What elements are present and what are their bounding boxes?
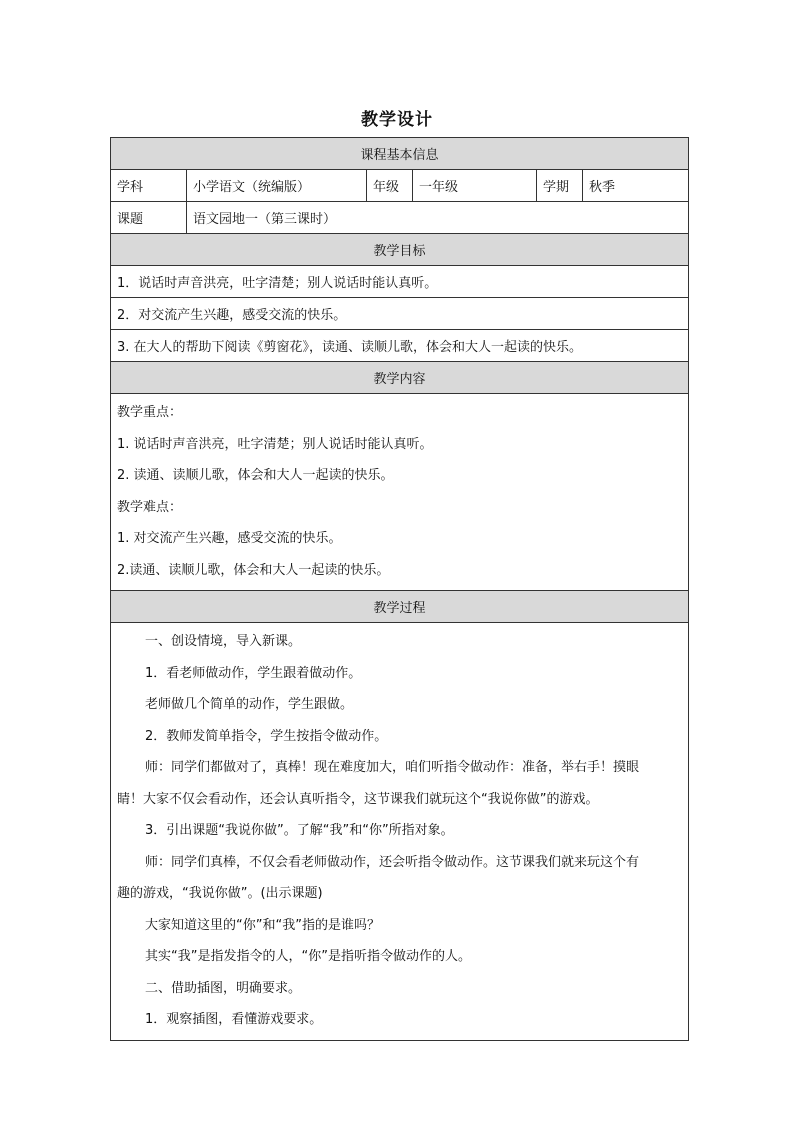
process-header: 教学过程 [111,591,689,623]
objectives-header: 教学目标 [111,234,689,266]
objective-item: 2．对交流产生兴趣，感受交流的快乐。 [111,298,689,330]
process-paragraph: 3．引出课题“我说你做”。了解“我”和“你”所指对象。 [145,823,454,838]
process-paragraph: 大家知道这里的“你”和“我”指的是谁吗？ [145,917,380,933]
subject-value: 小学语文（统编版） [187,170,367,202]
process-paragraph-cont: 趣的游戏，“我说你做”。(出示课题) [117,886,323,901]
key-point-item: 1. 说话时声音洪亮，吐字清楚；别人说话时能认真听。 [117,436,433,452]
grade-value: 一年级 [413,170,537,202]
term-value: 秋季 [583,170,689,202]
topic-value: 语文园地一（第三课时） [187,202,689,234]
key-point-item: 2. 读通、读顺儿歌，体会和大人一起读的快乐。 [117,468,394,483]
difficulty-label: 教学难点： [117,499,183,515]
topic-label: 课题 [111,202,187,234]
lesson-plan-table [110,137,689,1041]
content-header: 教学内容 [111,362,689,394]
grade-label: 年级 [367,170,413,202]
basic-info-header: 课程基本信息 [111,138,689,170]
process-body [111,623,689,1041]
process-paragraph: 师：同学们真棒，不仅会看老师做动作，还会听指令做动作。这节课我们就来玩这个有 [145,854,640,870]
difficulty-item: 1. 对交流产生兴趣，感受交流的快乐。 [117,531,342,546]
key-points-label: 教学重点： [117,405,183,420]
process-paragraph: 师：同学们都做对了，真棒！现在难度加大，咱们听指令做动作：准备，举右手！摸眼 [145,760,640,775]
objective-item: 3. 在大人的帮助下阅读《剪窗花》，读通、读顺儿歌，体会和大人一起读的快乐。 [111,330,689,362]
difficulty-item: 2.读通、读顺儿歌，体会和大人一起读的快乐。 [117,562,390,578]
page-title: 教学设计 [361,110,433,130]
process-paragraph: 1．观察插图，看懂游戏要求。 [145,1012,323,1027]
objective-item: 1．说话时声音洪亮，吐字清楚；别人说话时能认真听。 [111,266,689,298]
process-paragraph: 老师做几个简单的动作，学生跟做。 [145,697,354,712]
content-body [111,394,689,591]
term-label: 学期 [537,170,583,202]
subject-label: 学科 [111,170,187,202]
process-paragraph: 二、借助插图，明确要求。 [145,980,302,996]
process-paragraph: 2．教师发简单指令，学生按指令做动作。 [145,728,388,744]
process-paragraph: 一、创设情境，导入新课。 [145,634,302,649]
process-paragraph-cont: 睛！大家不仅会看动作，还会认真听指令，这节课我们就玩这个“我说你做”的游戏。 [117,791,599,807]
process-paragraph: 其实“我”是指发指令的人，“你”是指听指令做动作的人。 [145,949,471,964]
process-paragraph: 1．看老师做动作，学生跟着做动作。 [145,665,362,681]
